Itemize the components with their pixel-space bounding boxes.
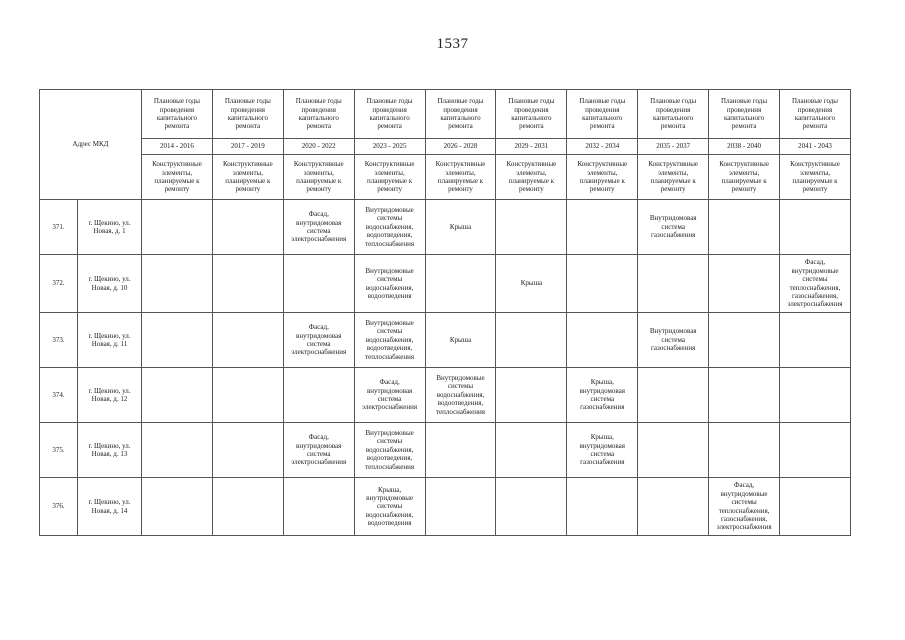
repair-cell	[212, 368, 283, 423]
repair-cell	[709, 368, 780, 423]
repair-cell: Внутридомовые системы водоснабжения, водоотведения, теплоснабжения	[354, 313, 425, 368]
year-range: 2032 - 2034	[567, 139, 638, 155]
table-row	[40, 255, 851, 313]
repair-cell: Крыша	[425, 200, 496, 255]
repair-cell	[780, 423, 851, 478]
repair-cell	[142, 423, 213, 478]
repair-cell	[567, 478, 638, 536]
year-range: 2041 - 2043	[780, 139, 851, 155]
repair-cell	[496, 200, 567, 255]
repair-cell	[212, 200, 283, 255]
elements-header: Конструктивные элементы, планируемые к ремонту	[567, 155, 638, 200]
repair-cell	[142, 255, 213, 313]
elements-header: Конструктивные элементы, планируемые к ремонту	[496, 155, 567, 200]
row-address: г. Щекино, ул. Новая, д. 10	[78, 255, 142, 313]
repair-cell	[283, 368, 354, 423]
period-header: Плановые годы проведения капитального ремонта	[212, 90, 283, 139]
repair-cell: Крыша, внутридомовые системы водоснабжения, водоотведения	[354, 478, 425, 536]
repair-cell: Внутридомовая система газоснабжения	[638, 313, 709, 368]
row-number: 375.	[40, 423, 78, 478]
row-address: г. Щекино, ул. Новая, д. 12	[78, 368, 142, 423]
elements-header: Конструктивные элементы, планируемые к ремонту	[142, 155, 213, 200]
repair-cell: Внутридомовые системы водоснабжения, водоотведения	[354, 255, 425, 313]
year-range: 2020 - 2022	[283, 139, 354, 155]
repair-cell	[780, 368, 851, 423]
repair-cell: Внутридомовые системы водоснабжения, водоотведения, теплоснабжения	[354, 423, 425, 478]
repair-cell	[567, 255, 638, 313]
period-header: Плановые годы проведения капитального ремонта	[354, 90, 425, 139]
repair-cell	[212, 423, 283, 478]
repair-cell	[142, 368, 213, 423]
row-address: г. Щекино, ул. Новая, д. 13	[78, 423, 142, 478]
repair-cell	[212, 313, 283, 368]
year-range: 2029 - 2031	[496, 139, 567, 155]
elements-header: Конструктивные элементы, планируемые к ремонту	[780, 155, 851, 200]
repair-cell	[780, 313, 851, 368]
repair-cell: Внутридомовые системы водоснабжения, водоотведения, теплоснабжения	[425, 368, 496, 423]
year-range: 2035 - 2037	[638, 139, 709, 155]
repair-cell: Крыша, внутридомовая система газоснабжения	[567, 423, 638, 478]
year-range: 2017 - 2019	[212, 139, 283, 155]
repair-cell	[496, 368, 567, 423]
period-header: Плановые годы проведения капитального ремонта	[496, 90, 567, 139]
row-number: 371.	[40, 200, 78, 255]
row-number: 376.	[40, 478, 78, 536]
repair-cell	[425, 423, 496, 478]
repair-cell: Фасад, внутридомовая система электроснабжения	[283, 200, 354, 255]
elements-header: Конструктивные элементы, планируемые к ремонту	[709, 155, 780, 200]
repair-cell	[142, 478, 213, 536]
period-header: Плановые годы проведения капитального ремонта	[425, 90, 496, 139]
repair-cell: Крыша, внутридомовая система газоснабжения	[567, 368, 638, 423]
repair-cell	[496, 423, 567, 478]
repair-cell	[709, 255, 780, 313]
repair-cell: Крыша	[425, 313, 496, 368]
row-number: 374.	[40, 368, 78, 423]
repair-cell	[638, 368, 709, 423]
elements-header: Конструктивные элементы, планируемые к ремонту	[212, 155, 283, 200]
period-header: Плановые годы проведения капитального ремонта	[780, 90, 851, 139]
period-header: Плановые годы проведения капитального ремонта	[142, 90, 213, 139]
repair-cell	[496, 313, 567, 368]
elements-header: Конструктивные элементы, планируемые к ремонту	[354, 155, 425, 200]
repair-cell: Фасад, внутридомовые системы теплоснабжения, газоснабжения, электроснабжения	[780, 255, 851, 313]
elements-header: Конструктивные элементы, планируемые к ремонту	[638, 155, 709, 200]
row-number: 373.	[40, 313, 78, 368]
page-number: 1537	[436, 36, 469, 52]
row-address: г. Щекино, ул. Новая, д. 11	[78, 313, 142, 368]
row-address: г. Щекино, ул. Новая, д. 14	[78, 478, 142, 536]
elements-header: Конструктивные элементы, планируемые к ремонту	[283, 155, 354, 200]
repair-cell	[638, 423, 709, 478]
year-range: 2014 - 2016	[142, 139, 213, 155]
repair-cell	[567, 313, 638, 368]
repair-cell	[425, 478, 496, 536]
period-header: Плановые годы проведения капитального ремонта	[567, 90, 638, 139]
period-header: Плановые годы проведения капитального ремонта	[283, 90, 354, 139]
repair-cell: Фасад, внутридомовая система электроснабжения	[283, 313, 354, 368]
table-row	[40, 313, 851, 368]
repair-cell	[780, 200, 851, 255]
repair-cell: Крыша	[496, 255, 567, 313]
repair-cell: Фасад, внутридомовые системы теплоснабжения, газоснабжения, электроснабжения	[709, 478, 780, 536]
capital-repair-table	[39, 89, 851, 536]
row-address: г. Щекино, ул. Новая, д. 1	[78, 200, 142, 255]
repair-cell	[142, 200, 213, 255]
table-row	[40, 478, 851, 536]
address-header: Адрес МКД	[40, 90, 142, 200]
repair-cell	[496, 478, 567, 536]
repair-cell	[638, 478, 709, 536]
repair-cell	[709, 313, 780, 368]
repair-cell	[425, 255, 496, 313]
row-number: 372.	[40, 255, 78, 313]
period-header: Плановые годы проведения капитального ремонта	[709, 90, 780, 139]
repair-cell: Фасад, внутридомовая система электроснабжения	[283, 423, 354, 478]
year-range: 2023 - 2025	[354, 139, 425, 155]
table-row	[40, 200, 851, 255]
repair-cell: Внутридомовые системы водоснабжения, водоотведения, теплоснабжения	[354, 200, 425, 255]
elements-header: Конструктивные элементы, планируемые к ремонту	[425, 155, 496, 200]
period-header: Плановые годы проведения капитального ремонта	[638, 90, 709, 139]
repair-cell	[212, 255, 283, 313]
repair-cell: Фасад, внутридомовая система электроснабжения	[354, 368, 425, 423]
repair-cell	[283, 255, 354, 313]
table-row	[40, 423, 851, 478]
table-row	[40, 368, 851, 423]
year-range: 2026 - 2028	[425, 139, 496, 155]
repair-cell	[283, 478, 354, 536]
repair-cell	[567, 200, 638, 255]
repair-cell	[638, 255, 709, 313]
repair-cell	[212, 478, 283, 536]
repair-cell	[709, 423, 780, 478]
year-range: 2038 - 2040	[709, 139, 780, 155]
repair-cell: Внутридомовая система газоснабжения	[638, 200, 709, 255]
repair-cell	[709, 200, 780, 255]
repair-cell	[780, 478, 851, 536]
repair-cell	[142, 313, 213, 368]
